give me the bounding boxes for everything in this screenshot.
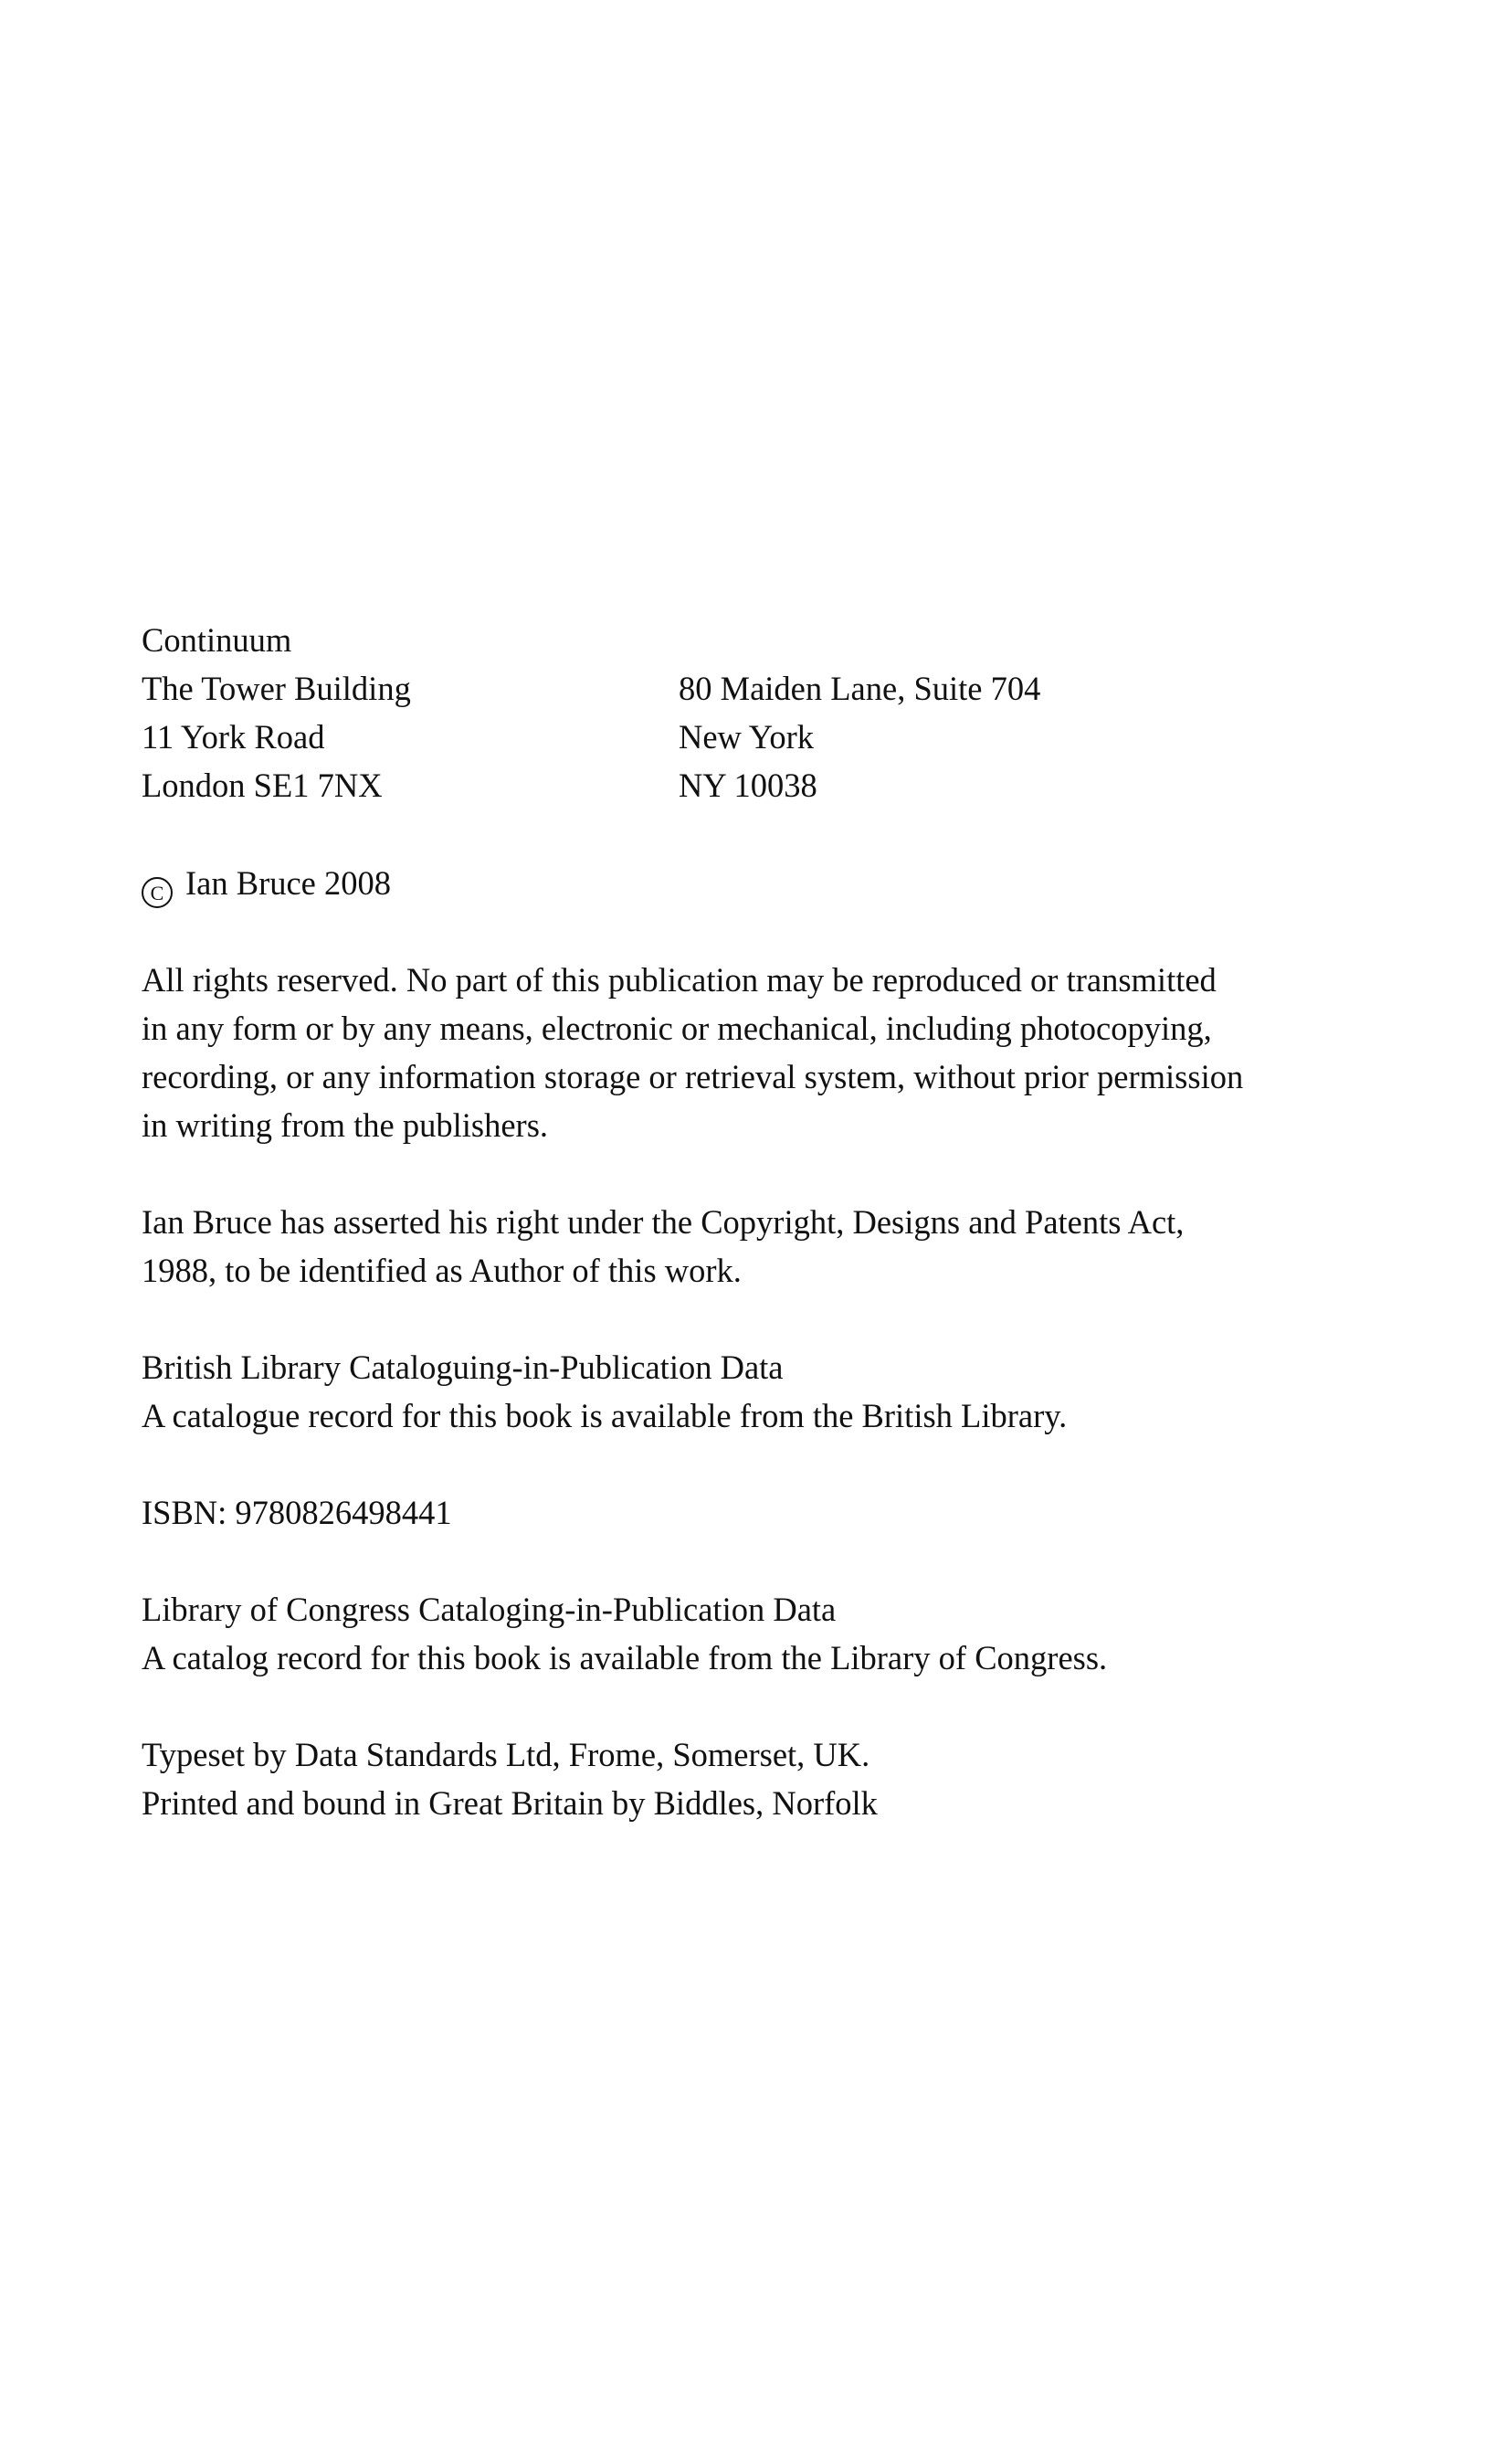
address-line: 11 York Road xyxy=(142,718,325,756)
library-of-congress-data xyxy=(142,1585,1107,1682)
address-line: 80 Maiden Lane, Suite 704 xyxy=(679,670,1041,707)
isbn-text: ISBN: 9780826498441 xyxy=(142,1494,452,1531)
address-line: NY 10038 xyxy=(679,767,817,804)
rights-line: recording, or any information storage or retrieval system, without prior permission xyxy=(142,1058,1244,1095)
rights-line: in writing from the publishers. xyxy=(142,1106,549,1144)
production-credits xyxy=(142,1730,878,1827)
publisher-address-london xyxy=(142,616,411,809)
bl-text: A catalogue record for this book is available from the British Library. xyxy=(142,1397,1068,1434)
address-line: London SE1 7NX xyxy=(142,767,383,804)
assertion-line: Ian Bruce has asserted his right under the Copyright, Designs and Patents Act, xyxy=(142,1203,1185,1241)
author-assertion xyxy=(142,1198,1184,1295)
british-library-data xyxy=(142,1343,1067,1440)
isbn xyxy=(142,1488,452,1537)
loc-text: A catalog record for this book is available from the Library of Congress. xyxy=(142,1639,1108,1676)
assertion-line: 1988, to be identified as Author of this work. xyxy=(142,1252,742,1289)
rights-line: All rights reserved. No part of this publication may be reproduced or transmitted xyxy=(142,961,1217,999)
copyright-notice xyxy=(142,859,391,907)
publisher-name: Continuum xyxy=(142,621,292,659)
address-line: New York xyxy=(679,718,815,756)
rights-statement xyxy=(142,956,1375,1149)
copyright-text: Ian Bruce 2008 xyxy=(185,864,392,902)
bl-heading: British Library Cataloguing-in-Publication Data xyxy=(142,1348,784,1386)
address-line: The Tower Building xyxy=(142,670,411,707)
copyright-icon: C xyxy=(142,877,173,908)
typeset-credit: Typeset by Data Standards Ltd, Frome, Somerset, UK. xyxy=(142,1736,870,1773)
loc-heading: Library of Congress Cataloging-in-Publication Data xyxy=(142,1591,837,1628)
rights-line: in any form or by any means, electronic or mechanical, including photocopying, xyxy=(142,1010,1212,1047)
publisher-address-newyork xyxy=(679,664,1040,809)
printer-credit: Printed and bound in Great Britain by Biddles, Norfolk xyxy=(142,1784,878,1822)
